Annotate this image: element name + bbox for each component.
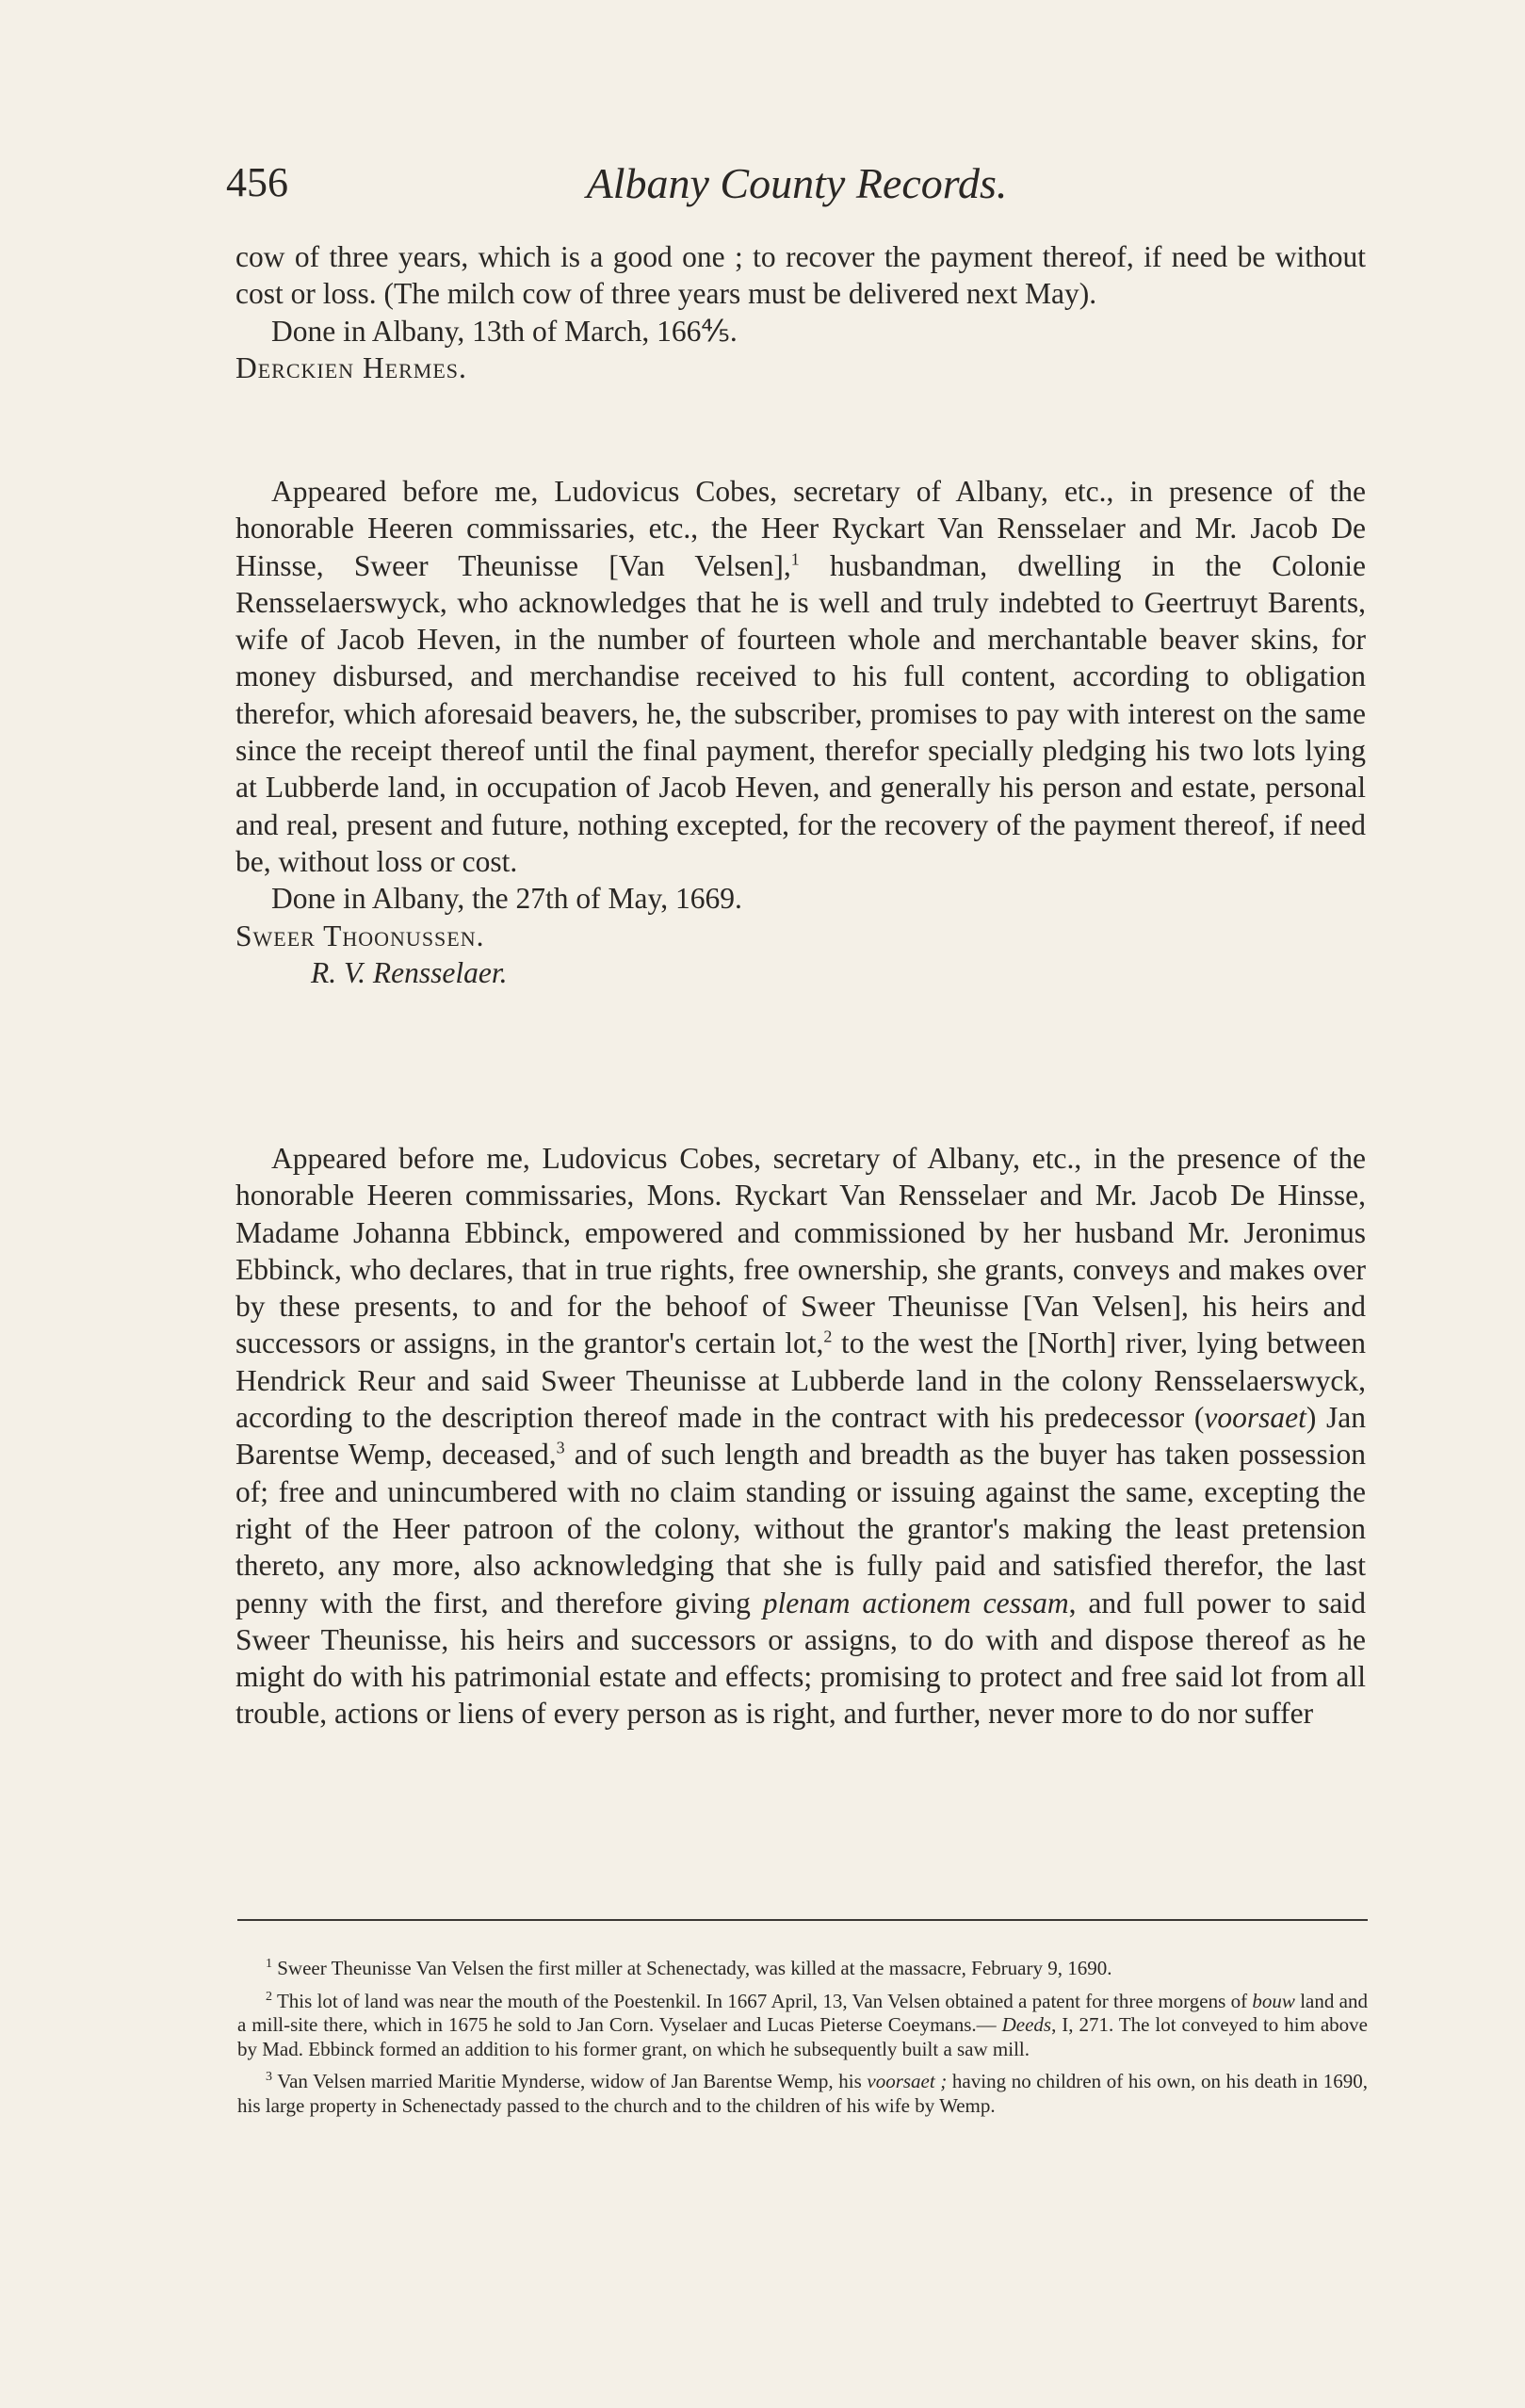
footnote-2 <box>237 1985 1368 2062</box>
entry-sweer-thoonussen <box>235 473 1366 991</box>
paragraph-text: , and full power to said Sweer Theunisse, his heirs and successors or assigns, to do with and dispose thereof as he might do with his patrimonial estate and effects; promising to protect and free said lot from all trouble, actions or liens of every person as is right, and further, never more to do nor suffer <box>235 1586 1366 1731</box>
entry-derckien-hermes <box>235 238 1366 386</box>
footnote-mark: 2 <box>266 1989 272 2004</box>
witness-signature: R. V. Rensselaer. <box>311 955 508 989</box>
paragraph-text: Appeared before me, Ludovicus Cobes, secretary of Albany, etc., in presence of the honorable Heeren commissaries, etc., the Heer Ryckart Van Rensselaer and Mr. Jacob De Hinsse, Sweer Theunisse [Van Velsen], <box>235 475 1366 582</box>
footnote-mark: 1 <box>266 1957 272 1971</box>
italic-term: voorsaet <box>1204 1401 1306 1435</box>
paragraph-text: husbandman, dwelling in the Colonie Rensselaerswyck, who acknowledges that he is well and truly indebted to Geertruyt Barents, wife of Jacob Heven, in the number of fourteen whole and merchantable beaver skins, for money disbursed, and merchandise received to his full content, according to obligation therefor, which aforesaid beavers, he, the subscriber, promises to pay with interest on the same since the receipt thereof until the final payment, therefor specially pledging his two lots lying at Lubberde land, in occupation of Jacob Heven, and generally his person and estate, personal and real, present and future, nothing excepted, for the recovery of the payment thereof, if need be, without loss or cost. <box>235 548 1367 878</box>
footnote-text: land and a mill-site there, which in 1675 he sold to Jan Corn. Vyselaer and Lucas Pieterse Coeymans.— <box>237 1989 1368 2036</box>
footnotes <box>237 1952 1368 2122</box>
footnote-3 <box>237 2065 1368 2118</box>
signature: Sweer Thoonussen. <box>235 919 485 952</box>
footnote-text: This lot of land was near the mouth of the Poestenkil. In 1667 April, 13, Van Velsen obtained a patent for three morgens of <box>276 1989 1253 2012</box>
footnote-ref-1: 1 <box>790 549 800 569</box>
footnote-divider <box>237 1919 1368 1921</box>
footnote-mark: 3 <box>266 2070 272 2084</box>
signature: Derckien Hermes. <box>235 350 467 384</box>
footnote-ref-3: 3 <box>556 1438 565 1457</box>
date-line: Done in Albany, 13th of March, 166⅘. <box>271 314 738 348</box>
footnote-text: Sweer Theunisse Van Velsen the first miller at Schenectady, was killed at the massacre, February 9, 1690. <box>277 1957 1112 1979</box>
footnote-text: Van Velsen married Maritie Mynderse, widow of Jan Barentse Wemp, his <box>277 2070 868 2092</box>
footnote-text: having no children of his own, on his death in 1690, his large property in Schenectady passed to the church and to the children of his wife by Wemp. <box>237 2070 1368 2117</box>
italic-term: voorsaet ; <box>867 2070 948 2092</box>
paragraph <box>235 1140 1366 1733</box>
italic-term: bouw <box>1252 1989 1295 2012</box>
paragraph <box>235 473 1366 880</box>
footnote-ref-2: 2 <box>823 1326 833 1346</box>
date-line: Done in Albany, the 27th of May, 1669. <box>271 882 742 916</box>
paragraph: cow of three years, which is a good one ; to recover the payment thereof, if need be without cost or loss. (The milch cow of three years must be delivered next May). <box>235 240 1366 311</box>
paragraph-text: and of such length and breadth as the buyer has taken possession of; free and unincumbered with no claim standing or issuing against the same, excepting the right of the Heer patroon of the colony, without the grantor's making the least pretension thereto, any more, also acknowledging that she is fully paid and satisfied therefor, the last penny with the first, and therefore giving <box>235 1438 1367 1619</box>
paragraph-text: Appeared before me, Ludovicus Cobes, secretary of Albany, etc., in the presence of the honorable Heeren commissaries, Mons. Ryckart Van Rensselaer and Mr. Jacob De Hinsse, Madame Johanna Ebbinck, empowered and commissioned by her husband Mr. Jeronimus Ebbinck, who declares, that in true rights, free ownership, she grants, conveys and makes over by these presents, to and for the behoof of Sweer Theunisse [Van Velsen], his heirs and successors or assigns, in the grantor's certain lot, <box>235 1142 1366 1360</box>
running-title: Albany County Records. <box>586 159 1008 207</box>
paragraph-text: to the west the [North] river, lying between Hendrick Reur and said Sweer Theunisse at Lubberde land in the colony Rensselaerswyck, according to the description thereof made in the contract with his predecessor ( <box>235 1326 1366 1435</box>
italic-term: Deeds <box>1001 2013 1052 2036</box>
paragraph-text: ) Jan Barentse Wemp, deceased, <box>235 1401 1366 1472</box>
footnote-1 <box>237 1952 1368 1981</box>
latin-phrase: plenam actionem cessam <box>762 1586 1069 1619</box>
entry-ebbinck-conveyance <box>235 1140 1366 1733</box>
page-header <box>226 158 1368 215</box>
page-number: 456 <box>226 159 288 205</box>
footnote-text: , I, 271. The lot conveyed to him above by Mad. Ebbinck formed an addition to his former grant, on which he subsequently built a saw mill. <box>237 2013 1369 2060</box>
